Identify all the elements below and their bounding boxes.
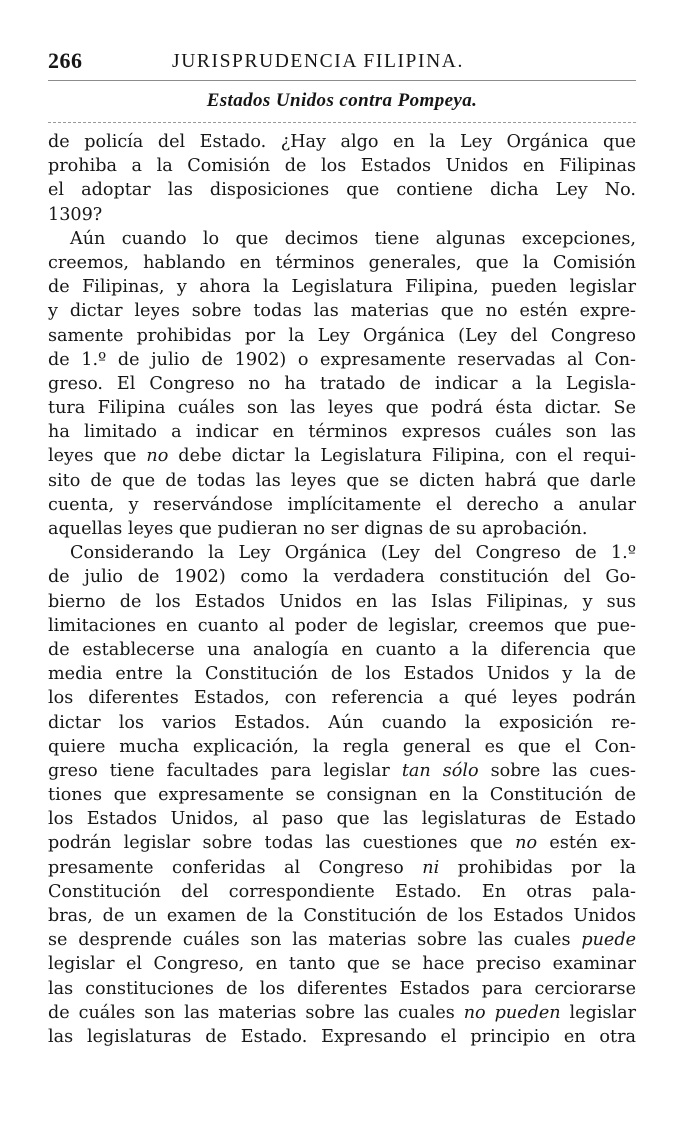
text-line: de policía del Estado. ¿Hay algo en la Ley Orgánica que [48, 132, 636, 152]
page-number: 266 [48, 48, 83, 73]
text-line: las legislaturas de Estado. Expresando el principio en otra [48, 1026, 636, 1047]
text-line: cuenta, y reservándose implícitamente el derecho a anular [48, 494, 636, 515]
paragraph-start-line: Aún cuando lo que decimos tiene algunas excepciones, [70, 228, 636, 249]
text-line: creemos, hablando en términos generales, que la Comisión [48, 252, 636, 273]
text-line: dictar los varios Estados. Aún cuando la exposición re- [48, 712, 636, 733]
text-line: media entre la Constitución de los Estados Unidos y la de [48, 664, 636, 685]
case-title-rule [48, 122, 636, 123]
text-line: de establecerse una analogía en cuanto a la diferencia que [48, 639, 636, 660]
text-line: los Estados Unidos, al paso que las legislaturas de Estado [48, 809, 636, 830]
text-line: bras, de un examen de la Constitución de los Estados Unidos [48, 906, 636, 926]
text-line: el adoptar las disposiciones que contiene dicha Ley No. [48, 180, 636, 201]
text-line: los diferentes Estados, con referencia a qué leyes podrán [48, 688, 636, 709]
text-line: de Filipinas, y ahora la Legislatura Filipina, pueden legislar [48, 277, 636, 298]
text-line: y dictar leyes sobre todas las materias que no estén expre- [48, 301, 636, 322]
text-line: de cuáles son las materias sobre las cuales no pueden legislar [48, 1002, 637, 1023]
paragraph-start-line: Considerando la Ley Orgánica (Ley del Congreso de 1.º [70, 543, 636, 564]
text-line: samente prohibidas por la Ley Orgánica (Ley del Congreso [48, 325, 636, 346]
text-line: aquellas leyes que pudieran no ser dignas de su aprobación. [48, 519, 588, 539]
text-line: leyes que no debe dictar la Legislatura Filipina, con el requi- [48, 446, 636, 467]
text-line: quiere mucha explicación, la regla general es que el Con- [48, 736, 636, 757]
case-title: Estados Unidos contra Pompeya. [206, 90, 478, 111]
text-line: prohiba a la Comisión de los Estados Unidos en Filipinas [48, 156, 636, 177]
text-line: ha limitado a indicar en términos expresos cuáles son las [48, 422, 636, 443]
text-line: tura Filipina cuáles son las leyes que podrá ésta dictar. Se [48, 398, 636, 419]
text-line: las constituciones de los diferentes Estados para cerciorarse [48, 978, 636, 999]
body-text [48, 130, 636, 1049]
text-line: tiones que expresamente se consignan en la Constitución de [48, 785, 636, 806]
text-line: limitaciones en cuanto al poder de legislar, creemos que pue- [48, 615, 636, 636]
text-line: presamente conferidas al Congreso ni prohibidas por la [48, 857, 636, 878]
text-line: greso. El Congreso no ha tratado de indicar a la Legisla- [48, 373, 636, 394]
running-title: JURISPRUDENCIA FILIPINA. [172, 51, 464, 72]
header-rule [48, 80, 636, 81]
text-line: de 1.º de julio de 1902) o expresamente reservadas al Con- [48, 349, 636, 370]
text-line: sito de que de todas las leyes que se dicten habrá que darle [48, 470, 636, 491]
page-header [48, 48, 636, 80]
text-line: Constitución del correspondiente Estado. En otras pala- [48, 881, 636, 902]
text-line: legislar el Congreso, en tanto que se hace preciso examinar [48, 954, 636, 975]
text-line: bierno de los Estados Unidos en las Islas Filipinas, y sus [48, 591, 636, 612]
text-line: se desprende cuáles son las materias sobre las cuales puede [48, 930, 636, 951]
text-line: de julio de 1902) como la verdadera constitución del Go- [48, 567, 636, 588]
text-line: 1309? [48, 204, 103, 225]
text-line: greso tiene facultades para legislar tan sólo sobre las cues- [48, 760, 637, 781]
text-line: podrán legislar sobre todas las cuestiones que no estén ex- [48, 833, 636, 854]
